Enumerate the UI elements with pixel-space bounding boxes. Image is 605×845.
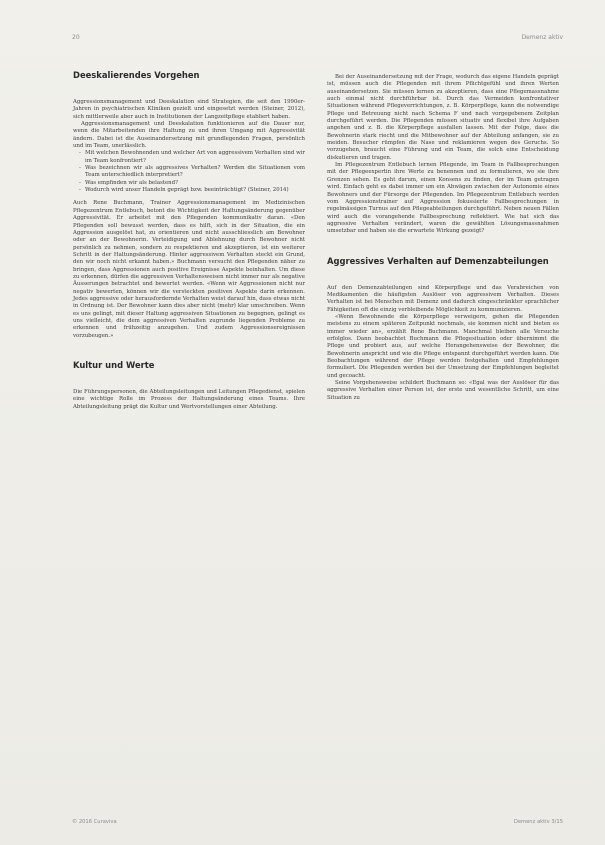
heading-aggressives-verhalten: Aggressives Verhalten auf Demenzabteilungen bbox=[327, 255, 549, 266]
heading-kultur-und-werte: Kultur und Werte bbox=[73, 360, 155, 370]
list-item: - Was bezeichnen wir als aggressives Verhalten? Werden die Situationen vom Team unterschiedlich interpretiert? bbox=[79, 165, 305, 180]
footer-issue: Demenz aktiv 3/15 bbox=[513, 819, 563, 825]
paragraph: Seine Vorgehensweise schildert Buchmann so: «Egal was der Auslöser für das aggressive Verhalten einer Person ist, der erste und wesentliche Schritt, um eine Situation zu bbox=[327, 380, 559, 401]
list-item: - Mit welchen Bewohnenden und welcher Art von aggressivem Verhalten sind wir im Team konfrontiert? bbox=[79, 150, 305, 165]
paragraph: Die Führungspersonen, die Abteilungsleitungen und Leitungen Pflegedienst, spielen eine wichtige Rolle im Prozess der Haltungsänderung eines Teams. Ihre Abteilungsleitung prägt die Kultur und Wertvorstellungen einer Abteilung. bbox=[73, 389, 305, 410]
left-column bbox=[73, 70, 305, 411]
page-number: 20 bbox=[72, 34, 80, 41]
question-list bbox=[73, 150, 305, 194]
paragraph: «Wenn Bewohnende die Körperpflege verweigern, gehen die Pflegenden meistens zu einem späteren Zeitpunkt nochmals, sie kommen nicht und bieten es immer wieder an», erzählt Rene Buchmann. Manchmal bleiben alle Versuche erfolglos. Dann beobachtet Buchmann die Pflegesituation oder übernimmt die Pflege und probiert aus, auf welche Herangehensweise der Bewohner, die Bewohnerin anspricht und wie die Pflege entspannt durchgeführt werden kann. Die Beobachtungen während der Pflege werden festgehalten und Empfehlungen formuliert. Die Pflegenden werden bei der Umsetzung der Empfehlungen begleitet und gecoacht. bbox=[327, 313, 559, 379]
paragraph: Auf den Demenzabteilungen sind Körperpflege und das Verabreichen von Medikamenten die häufigsten Auslöser von aggressivem Verhalten. Dieses Verhalten ist bei Menschen mit Demenz und dadurch eingeschränkter sprachlicher Fähigkeiten oft die einzig verbleibende Möglichkeit zu kommunizieren. bbox=[327, 284, 559, 313]
paragraph: Aggressionsmanagement und Deeskalation funktionieren auf die Dauer nur, wenn die Mitarbeitenden ihre Haltung zu und ihren Umgang mit Aggressivität ändern. Dabei ist die Auseinandersetzung mit grundlegenden Fragen, persönlich und im Team, unerlässlich. bbox=[73, 121, 305, 150]
running-head-section: Demenz aktiv bbox=[521, 34, 563, 41]
list-item: - Wodurch wird unser Handeln geprägt bzw. beeinträchtigt? (Steiner, 2014) bbox=[79, 187, 305, 194]
heading-deeskalierendes-vorgehen: Deeskalierendes Vorgehen bbox=[73, 70, 200, 80]
paragraph: Im Pflegezentrum Entlebuch lernen Pflegende, im Team in Fallbesprechungen mit der Pflegeexpertin ihre Werte zu benennen und zu formulieren, wo sie ihre Grenzen sehen. Es geht darum, einen Konsens zu finden, der im Team getragen wird. Einfach geht es dabei immer um ein Abwägen zwischen der Autonomie eines Bewohners und der Fürsorge der Pflegenden. Im Pflegezentrum Entlebuch werden vom Aggressionstrainer auf Aggression fokussierte Fallbesprechungen in regelmässigen Turnus auf den Pflegeabteilungen durchgeführt. Neben neuen Fällen wird auch die vorangehende Fallbesprechung reflektiert. Wie hat sich das aggressive Verhalten verändert, waren die gewählten Lösungsmassnahmen umsetzbar und haben sie die erwartete Wirkung gezeigt? bbox=[327, 162, 559, 235]
right-column bbox=[327, 74, 559, 402]
list-item: - Was empfinden wir als belastend? bbox=[79, 180, 305, 187]
paragraph: Auch Rene Buchmann, Trainer Aggressionsmanagement im Medizinischen Pflegezentrum Entlebuch, betont die Wichtigkeit der Haltungsänderung gegenüber Aggressivität. Er arbeitet mit den Pflegenden kommunikativ daran. «Den Pflegenden soll bewusst werden, dass es hilft, sich in der Situation, die ein Aggression ausgelöst hat, zu orientieren und nicht ausschliesslich am Bewohner oder an der Bewohnerin. Verteidigung und Ablehnung durch Bewohner nicht persönlich zu nehmen, sondern zu respektieren und akzeptieren, ist ein weiterer Schritt in der Haltungsänderung. Hinter aggressivem Verhalten steckt ein Grund, den wir noch nicht erkannt haben.» Buchmann versucht den Pflegenden näher zu bringen, dass Aggressionen auch positive Ereignisse Aspekte beinhalten. Um diese zu erkennen, dürfen die aggressiven Verhaltensweisen nicht immer nur als negative Äusserungen betrachtet und bewertet werden. «Wenn wir Aggressionen nicht nur negativ bewerten, können wir die versteckten positiven Aspekte darin erkennen. Jedes aggressive oder herausfordernde Verhalten weist darauf hin, dass etwas nicht in Ordnung ist. Der Bewohner kann dies aber nicht (mehr) klar umschreiben. Wenn es uns gelingt, mit dieser Haltung aggressiven Situationen zu begegnen, gelingt es uns vielleicht, die dem aggressiven Verhalten zugrunde liegenden Probleme zu erkennen und frühzeitig anzugehen. Und zudem Aggressionsereignissen vorzubeugen.» bbox=[73, 200, 305, 339]
paragraph: Bei der Auseinandersetzung mit der Frage, wodurch das eigene Handeln geprägt ist, müssen auch die Pflegenden mit ihrem Pflichtgefühl und ihren Werten auseinandersetzen. Sie müssen lernen zu akzeptieren, dass eine Pflegemassnahme auch einmal nicht durchführbar ist. Durch das Vermeiden konfrontativer Situationen während Pflegeverrichtungen, z. B. Körperpflege, kann die notwendige Pflege und Betreuung nicht nach Schema F und nach vorgegebenem Zeitplan durchgeführt werden. Die Pflegenden müssen situativ und flexibel ihre Aufgaben angehen und z. B. die Körperpflege ausfallen lassen. Mit der Folge, dass die Bewohnerin stark riecht und die Mitbewohner auf der Abteilung anfangen, sie zu meiden. Besucher rümpfen die Nase und reklamieren wegen des Geruchs. So vorzugehen, braucht eine Führung und ein Team, die solch eine Entscheidung diskutieren und tragen. bbox=[327, 74, 559, 161]
paragraph: Aggressionsmanagement und Deeskalation sind Strategien, die seit den 1990er-Jahren in psychiatrischen Kliniken gezielt und eingesetzt werden (Steiner, 2012), sich mittlerweile aber auch in Institutionen der Langzeitpflege etabliert haben. bbox=[73, 99, 305, 120]
footer-copyright: © 2016 Curaviva bbox=[72, 819, 117, 825]
